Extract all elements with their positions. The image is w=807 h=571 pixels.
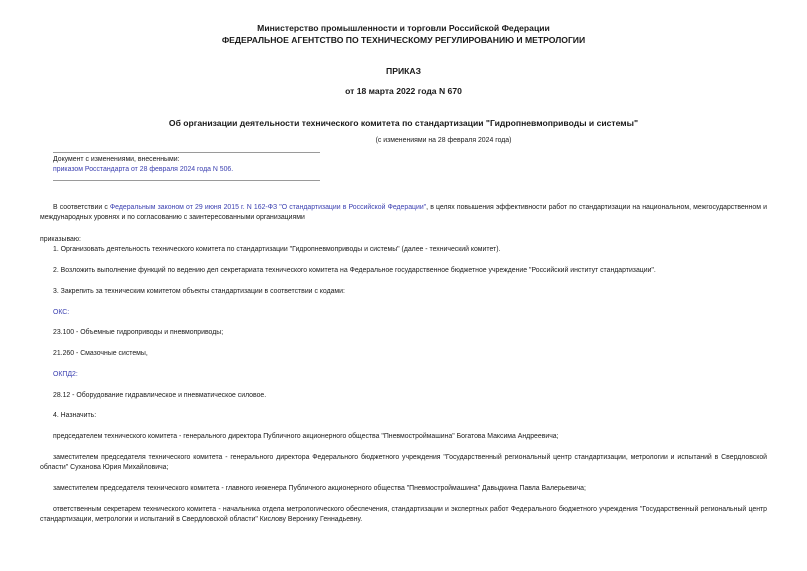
paragraph-1: 1. Организовать деятельность технического комитета по стандартизации "Гидропневмоприводы и системы" (далее - технический комитет). xyxy=(53,246,501,253)
federal-law-link[interactable]: Федеральным законом от 29 июня 2015 г. N 162-ФЗ "О стандартизации в Российской Федерации" xyxy=(109,204,427,211)
intro-prefix: В соответствии с xyxy=(53,204,108,211)
changes-box-link[interactable]: приказом Росстандарта от 28 февраля 2024 года N 506. xyxy=(53,166,234,173)
ministry-name: Министерство промышленности и торговли Российской Федерации xyxy=(257,23,550,33)
oks-item-1: 23.100 - Объемные гидроприводы и пневмоприводы; xyxy=(53,329,224,336)
appointment-deputy-1: заместителем председателя технического комитета - генерального директора Федерального бюджетного учреждения "Государственный региональный центр стандартизации, метрологии и испытаний в Свердловской области" Суханова Юрия Михайловича; xyxy=(40,454,767,471)
amendment-note: (с изменениями на 28 февраля 2024 года) xyxy=(375,137,512,144)
paragraph-4: 4. Назначить: xyxy=(53,412,97,419)
changes-box-top-rule xyxy=(53,152,320,153)
okpd-item-1: 28.12 - Оборудование гидравлическое и пневматическое силовое. xyxy=(53,392,267,399)
appointment-secretary: ответственным секретарем технического комитета - начальника отдела метрологического обеспечения, стандартизации и экспертных работ Федерального бюджетного учреждения "Государственный региональный центр стандартизации, метрологии и испытаний в Свердловской области" Кислову Веронику Геннадьевну. xyxy=(40,506,767,523)
intro-suffix: , в целях повышения эффективности работ по стандартизации на национальном, межгосударственном и международных уровнях и по согласованию с заинтересованными организациями xyxy=(40,204,767,221)
oks-label[interactable]: ОКС: xyxy=(53,309,70,316)
agency-name: ФЕДЕРАЛЬНОЕ АГЕНТСТВО ПО ТЕХНИЧЕСКОМУ РЕГУЛИРОВАНИЮ И МЕТРОЛОГИИ xyxy=(221,35,586,45)
okpd-label[interactable]: ОКПД2: xyxy=(53,371,78,378)
document-title: Об организации деятельности технического комитета по стандартизации "Гидропневмоприводы и системы" xyxy=(168,118,639,128)
oks-item-2: 21.260 - Смазочные системы, xyxy=(53,350,148,357)
intro-paragraph xyxy=(40,203,767,222)
changes-box-label: Документ с изменениями, внесенными: xyxy=(53,156,180,163)
paragraph-3: 3. Закрепить за техническим комитетом объекты стандартизации в соответствии с кодами: xyxy=(53,288,345,295)
changes-box-bottom-rule xyxy=(53,180,320,181)
paragraph-2: 2. Возложить выполнение функций по ведению дел секретариата технического комитета на Федеральное государственное бюджетное учреждение "Российский институт стандартизации". xyxy=(53,267,656,274)
appointment-chairman: председателем технического комитета - генерального директора Публичного акционерного общества "Пневмостроймашина" Богатова Максима Андреевича; xyxy=(53,433,559,440)
order-word: приказываю: xyxy=(40,236,81,243)
document-date-number: от 18 марта 2022 года N 670 xyxy=(345,86,462,96)
appointment-deputy-2: заместителем председателя технического комитета - главного инженера Публичного акционерного общества "Пневмостроймашина" Давыдкина Павла Валерьевича; xyxy=(53,485,586,492)
document-type: ПРИКАЗ xyxy=(386,66,421,76)
